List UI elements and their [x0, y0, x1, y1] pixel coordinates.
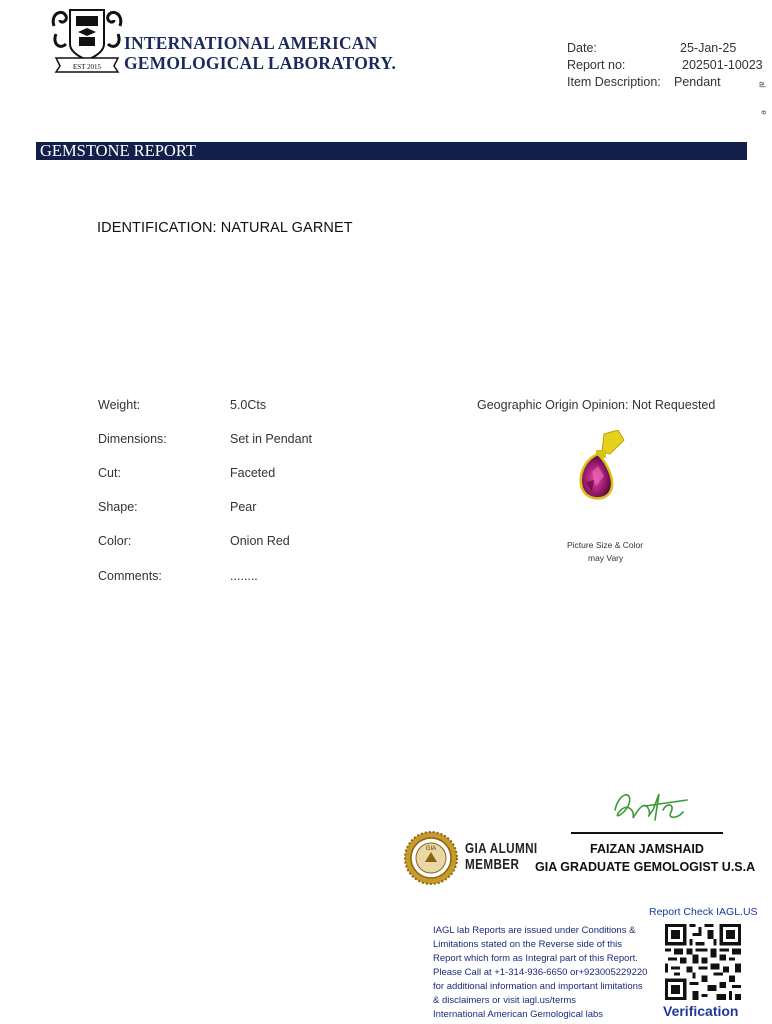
- picture-note-line2: may Vary: [588, 553, 624, 563]
- logo-est-text: EST 2015: [72, 63, 102, 71]
- color-value: Onion Red: [230, 534, 290, 548]
- shape-value: Pear: [230, 500, 257, 514]
- disclaimer-line7: International American Gemological labs: [433, 1009, 604, 1020]
- margin-mark-2: e: [759, 110, 769, 115]
- dimensions-value: Set in Pendant: [230, 432, 313, 446]
- disclaimer-line4: Please Call at +1-314-936-6650 or+923005229220: [433, 967, 648, 978]
- picture-note-line1: Picture Size & Color: [567, 540, 644, 550]
- margin-mark-1: al: [757, 81, 767, 88]
- gia-alumni-line1: GIA ALUMNI: [465, 840, 538, 857]
- comments-label: Comments:: [98, 569, 162, 583]
- comments-value: ........: [230, 569, 258, 583]
- lab-name-line2: GEMOLOGICAL LABORATORY.: [124, 53, 397, 73]
- report-no-label: Report no:: [567, 58, 626, 72]
- item-description-label: Item Description:: [567, 75, 661, 89]
- report-title: GEMSTONE REPORT: [40, 141, 196, 160]
- disclaimer-line2: Limitations stated on the Reverse side of this: [433, 939, 623, 950]
- cut-value: Faceted: [230, 466, 276, 480]
- report-no-value: 202501-10023: [682, 58, 763, 72]
- item-description-value: Pendant: [674, 75, 721, 89]
- verification-qr-code[interactable]: [665, 924, 741, 1000]
- cut-label: Cut:: [98, 466, 121, 480]
- signature-line: [571, 832, 723, 834]
- disclaimer-line3: Report which form as Integral part of this Report.: [433, 953, 638, 964]
- date-value: 25-Jan-25: [680, 41, 737, 55]
- handwritten-signature: [605, 780, 690, 828]
- lab-logo-emblem: [48, 4, 126, 74]
- report-check-link[interactable]: Report Check IAGL.US: [649, 906, 758, 918]
- shape-label: Shape:: [98, 500, 138, 514]
- gia-alumni-seal: [403, 830, 459, 886]
- identification-text: IDENTIFICATION: NATURAL GARNET: [97, 220, 353, 236]
- disclaimer-line5: for additional information and important limitations: [433, 981, 643, 992]
- origin-opinion: Geographic Origin Opinion: Not Requested: [477, 398, 716, 412]
- signer-title: GIA GRADUATE GEMOLOGIST U.S.A: [535, 860, 756, 874]
- dimensions-label: Dimensions:: [98, 432, 167, 446]
- color-label: Color:: [98, 534, 132, 548]
- disclaimer-line1: IAGL lab Reports are issued under Conditions &: [433, 925, 636, 936]
- seal-text: GIA: [425, 846, 437, 852]
- disclaimer-line6: & disclaimers or visit iagl.us/terms: [433, 995, 577, 1006]
- gia-alumni-line2: MEMBER: [465, 856, 520, 873]
- signer-name: FAIZAN JAMSHAID: [590, 842, 704, 856]
- date-label: Date:: [567, 41, 597, 55]
- pendant-photo: [574, 430, 630, 506]
- weight-label: Weight:: [98, 398, 141, 412]
- verification-label: Verification: [663, 1003, 739, 1019]
- weight-value: 5.0Cts: [230, 398, 267, 412]
- lab-name-line1: INTERNATIONAL AMERICAN: [124, 33, 378, 53]
